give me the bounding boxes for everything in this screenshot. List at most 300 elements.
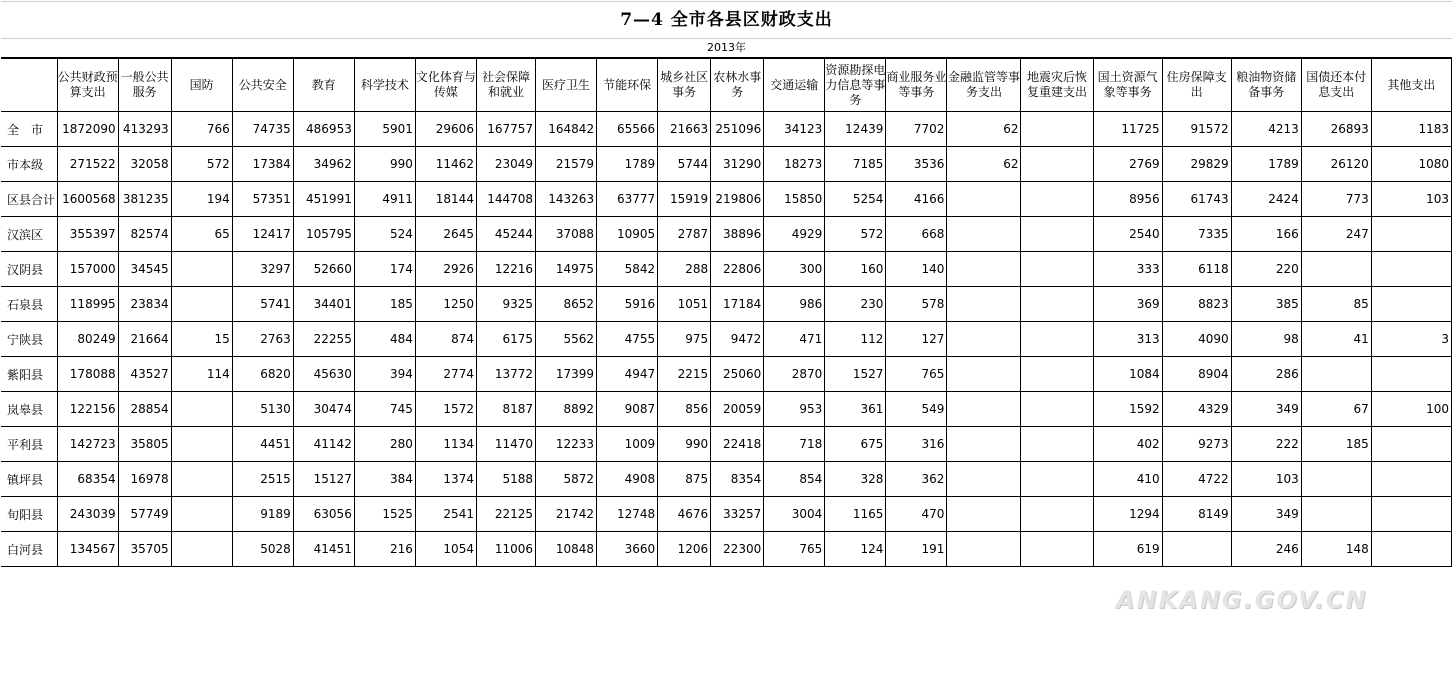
column-header: 公共财政预算支出 <box>57 59 118 112</box>
table-cell: 1084 <box>1093 357 1162 392</box>
table-cell: 148 <box>1301 532 1371 567</box>
table-cell: 4908 <box>597 462 658 497</box>
row-label: 全 市 <box>1 112 57 147</box>
table-cell: 12233 <box>536 427 597 462</box>
table-cell: 11462 <box>415 147 476 182</box>
table-cell: 578 <box>886 287 947 322</box>
table-row <box>1 217 1452 252</box>
row-label: 旬阳县 <box>1 497 57 532</box>
table-cell: 854 <box>764 462 825 497</box>
table-cell: 67 <box>1301 392 1371 427</box>
table-cell <box>1371 532 1451 567</box>
table-cell: 21579 <box>536 147 597 182</box>
table-cell: 23834 <box>118 287 171 322</box>
table-row <box>1 532 1452 567</box>
table-cell: 3536 <box>886 147 947 182</box>
column-header: 科学技术 <box>354 59 415 112</box>
table-cell: 1525 <box>354 497 415 532</box>
table-cell: 17399 <box>536 357 597 392</box>
year-label: 2013年 <box>1 39 1452 58</box>
table-cell: 29829 <box>1162 147 1231 182</box>
table-cell: 4451 <box>232 427 293 462</box>
table-row <box>1 322 1452 357</box>
table-cell: 9087 <box>597 392 658 427</box>
table-cell: 1527 <box>825 357 886 392</box>
table-cell: 484 <box>354 322 415 357</box>
table-cell: 2870 <box>764 357 825 392</box>
table-row <box>1 462 1452 497</box>
table-cell: 990 <box>354 147 415 182</box>
column-header: 城乡社区事务 <box>658 59 711 112</box>
table-cell <box>947 392 1021 427</box>
table-cell: 8187 <box>476 392 535 427</box>
table-cell: 82574 <box>118 217 171 252</box>
table-cell: 718 <box>764 427 825 462</box>
table-cell: 3660 <box>597 532 658 567</box>
table-cell <box>947 252 1021 287</box>
table-row <box>1 182 1452 217</box>
table-cell: 12216 <box>476 252 535 287</box>
table-row <box>1 392 1452 427</box>
table-cell <box>1371 252 1451 287</box>
table-cell: 1592 <box>1093 392 1162 427</box>
table-cell <box>1371 217 1451 252</box>
table-cell: 4213 <box>1231 112 1301 147</box>
table-cell: 247 <box>1301 217 1371 252</box>
table-cell: 1250 <box>415 287 476 322</box>
table-cell: 33257 <box>711 497 764 532</box>
table-cell: 38896 <box>711 217 764 252</box>
table-cell <box>947 497 1021 532</box>
table-cell: 34401 <box>293 287 354 322</box>
row-label: 汉滨区 <box>1 217 57 252</box>
table-cell: 385 <box>1231 287 1301 322</box>
table-cell: 134567 <box>57 532 118 567</box>
table-cell: 16978 <box>118 462 171 497</box>
column-header: 公共安全 <box>232 59 293 112</box>
table-cell: 3004 <box>764 497 825 532</box>
table-cell: 8354 <box>711 462 764 497</box>
table-cell: 15919 <box>658 182 711 217</box>
header-corner <box>1 59 57 112</box>
table-cell: 4090 <box>1162 322 1231 357</box>
table-cell: 8892 <box>536 392 597 427</box>
table-cell: 91572 <box>1162 112 1231 147</box>
table-cell: 1183 <box>1371 112 1451 147</box>
table-cell: 6175 <box>476 322 535 357</box>
table-cell: 41 <box>1301 322 1371 357</box>
table-cell: 103 <box>1231 462 1301 497</box>
table-cell: 5254 <box>825 182 886 217</box>
table-cell: 316 <box>886 427 947 462</box>
table-cell: 2787 <box>658 217 711 252</box>
table-cell: 9472 <box>711 322 764 357</box>
table-cell <box>1021 462 1093 497</box>
table-cell: 18273 <box>764 147 825 182</box>
table-cell: 2424 <box>1231 182 1301 217</box>
table-cell: 26120 <box>1301 147 1371 182</box>
table-cell <box>1021 427 1093 462</box>
row-label: 石泉县 <box>1 287 57 322</box>
table-cell: 118995 <box>57 287 118 322</box>
table-cell <box>1021 392 1093 427</box>
table-cell <box>1371 287 1451 322</box>
table-cell: 10905 <box>597 217 658 252</box>
table-cell: 12439 <box>825 112 886 147</box>
table-cell: 21742 <box>536 497 597 532</box>
table-cell: 98 <box>1231 322 1301 357</box>
table-cell: 572 <box>825 217 886 252</box>
table-row <box>1 427 1452 462</box>
table-cell: 1054 <box>415 532 476 567</box>
table-cell: 280 <box>354 427 415 462</box>
table-cell: 471 <box>764 322 825 357</box>
table-cell: 1009 <box>597 427 658 462</box>
table-cell: 355397 <box>57 217 118 252</box>
table-cell: 5842 <box>597 252 658 287</box>
table-cell <box>1021 112 1093 147</box>
table-cell: 975 <box>658 322 711 357</box>
table-row <box>1 112 1452 147</box>
table-cell: 11006 <box>476 532 535 567</box>
table-cell: 246 <box>1231 532 1301 567</box>
table-cell: 65 <box>171 217 232 252</box>
table-cell: 7335 <box>1162 217 1231 252</box>
table-cell: 2215 <box>658 357 711 392</box>
table-cell: 5028 <box>232 532 293 567</box>
table-cell: 4329 <box>1162 392 1231 427</box>
column-header: 其他支出 <box>1371 59 1451 112</box>
table-cell: 22125 <box>476 497 535 532</box>
table-cell: 74735 <box>232 112 293 147</box>
table-cell: 381235 <box>118 182 171 217</box>
table-cell: 124 <box>825 532 886 567</box>
column-header: 粮油物资储备事务 <box>1231 59 1301 112</box>
table-cell <box>947 287 1021 322</box>
table-cell: 402 <box>1093 427 1162 462</box>
table-cell: 185 <box>1301 427 1371 462</box>
column-header: 医疗卫生 <box>536 59 597 112</box>
table-cell: 10848 <box>536 532 597 567</box>
table-cell: 2926 <box>415 252 476 287</box>
table-cell: 1600568 <box>57 182 118 217</box>
table-cell: 2645 <box>415 217 476 252</box>
table-cell: 243039 <box>57 497 118 532</box>
table-cell: 17184 <box>711 287 764 322</box>
table-cell: 394 <box>354 357 415 392</box>
table-cell: 185 <box>354 287 415 322</box>
table-cell: 194 <box>171 182 232 217</box>
table-cell <box>171 392 232 427</box>
table-cell: 410 <box>1093 462 1162 497</box>
header-row <box>1 59 1452 112</box>
table-cell: 349 <box>1231 392 1301 427</box>
table-cell: 5744 <box>658 147 711 182</box>
table-cell: 112 <box>825 322 886 357</box>
table-cell: 34545 <box>118 252 171 287</box>
table-cell <box>1371 357 1451 392</box>
table-cell: 384 <box>354 462 415 497</box>
table-cell: 63056 <box>293 497 354 532</box>
table-cell: 63777 <box>597 182 658 217</box>
table-cell: 15850 <box>764 182 825 217</box>
table-cell: 157000 <box>57 252 118 287</box>
table-cell: 21663 <box>658 112 711 147</box>
table-cell: 4722 <box>1162 462 1231 497</box>
table-cell: 856 <box>658 392 711 427</box>
table-cell: 37088 <box>536 217 597 252</box>
table-cell <box>947 532 1021 567</box>
table-row <box>1 147 1452 182</box>
table-cell: 668 <box>886 217 947 252</box>
table-cell: 164842 <box>536 112 597 147</box>
table-cell: 222 <box>1231 427 1301 462</box>
table-cell: 22300 <box>711 532 764 567</box>
table-cell: 61743 <box>1162 182 1231 217</box>
table-cell <box>171 462 232 497</box>
table-cell: 362 <box>886 462 947 497</box>
table-cell: 8823 <box>1162 287 1231 322</box>
table-cell <box>947 357 1021 392</box>
table-cell: 5872 <box>536 462 597 497</box>
table-cell: 4911 <box>354 182 415 217</box>
table-cell: 143263 <box>536 182 597 217</box>
table-cell: 13772 <box>476 357 535 392</box>
table-cell <box>1021 147 1093 182</box>
column-header: 教育 <box>293 59 354 112</box>
table-cell: 12417 <box>232 217 293 252</box>
table-cell: 2763 <box>232 322 293 357</box>
table-cell: 142723 <box>57 427 118 462</box>
table-cell: 105795 <box>293 217 354 252</box>
table-row <box>1 252 1452 287</box>
table-cell <box>947 322 1021 357</box>
spreadsheet <box>1 1 1452 567</box>
table-cell: 874 <box>415 322 476 357</box>
table-cell: 32058 <box>118 147 171 182</box>
table-cell: 4755 <box>597 322 658 357</box>
table-cell <box>1021 357 1093 392</box>
table-cell: 160 <box>825 252 886 287</box>
table-body <box>1 112 1452 567</box>
table-cell: 191 <box>886 532 947 567</box>
table-cell: 5741 <box>232 287 293 322</box>
table-cell: 62 <box>947 112 1021 147</box>
table-cell <box>171 532 232 567</box>
table-cell: 41451 <box>293 532 354 567</box>
column-header: 金融监管等事务支出 <box>947 59 1021 112</box>
table-cell: 251096 <box>711 112 764 147</box>
table-cell: 549 <box>886 392 947 427</box>
table-cell: 31290 <box>711 147 764 182</box>
table-cell: 4676 <box>658 497 711 532</box>
table-cell: 619 <box>1093 532 1162 567</box>
table-cell: 127 <box>886 322 947 357</box>
table-cell <box>1371 497 1451 532</box>
table-cell <box>947 462 1021 497</box>
table-cell: 953 <box>764 392 825 427</box>
table-cell: 5188 <box>476 462 535 497</box>
table-cell: 773 <box>1301 182 1371 217</box>
table-cell: 1080 <box>1371 147 1451 182</box>
table-cell <box>1021 182 1093 217</box>
row-label: 区县合计 <box>1 182 57 217</box>
table-cell: 300 <box>764 252 825 287</box>
table-cell: 9325 <box>476 287 535 322</box>
row-label: 白河县 <box>1 532 57 567</box>
table-cell <box>171 287 232 322</box>
table-cell <box>1021 532 1093 567</box>
table-cell: 7702 <box>886 112 947 147</box>
table-cell: 333 <box>1093 252 1162 287</box>
table-cell: 80249 <box>57 322 118 357</box>
table-cell: 286 <box>1231 357 1301 392</box>
table-cell: 18144 <box>415 182 476 217</box>
table-cell: 11725 <box>1093 112 1162 147</box>
column-header: 文化体育与传媒 <box>415 59 476 112</box>
table-cell: 5562 <box>536 322 597 357</box>
table-cell: 4929 <box>764 217 825 252</box>
page-title: 7—4 全市各县区财政支出 <box>1 1 1452 39</box>
table-cell: 103 <box>1371 182 1451 217</box>
table-cell <box>1162 532 1231 567</box>
table-cell: 745 <box>354 392 415 427</box>
table-cell <box>1021 217 1093 252</box>
table-cell: 1206 <box>658 532 711 567</box>
table-cell: 23049 <box>476 147 535 182</box>
table-cell: 1165 <box>825 497 886 532</box>
table-cell: 68354 <box>57 462 118 497</box>
table-cell: 328 <box>825 462 886 497</box>
table-cell: 144708 <box>476 182 535 217</box>
table-cell: 9273 <box>1162 427 1231 462</box>
table-row <box>1 357 1452 392</box>
table-cell <box>171 427 232 462</box>
table-cell: 122156 <box>57 392 118 427</box>
table-cell: 100 <box>1371 392 1451 427</box>
table-cell: 26893 <box>1301 112 1371 147</box>
table-cell: 35805 <box>118 427 171 462</box>
table-cell <box>1301 462 1371 497</box>
table-cell: 5130 <box>232 392 293 427</box>
table-cell: 349 <box>1231 497 1301 532</box>
table-cell: 8652 <box>536 287 597 322</box>
table-cell: 1789 <box>1231 147 1301 182</box>
table-cell: 875 <box>658 462 711 497</box>
table-cell: 21664 <box>118 322 171 357</box>
table-cell: 1051 <box>658 287 711 322</box>
table-cell: 22255 <box>293 322 354 357</box>
table-cell <box>947 182 1021 217</box>
table-cell: 166 <box>1231 217 1301 252</box>
table-cell: 451991 <box>293 182 354 217</box>
table-cell: 8904 <box>1162 357 1231 392</box>
column-header: 商业服务业等事务 <box>886 59 947 112</box>
table-cell: 45244 <box>476 217 535 252</box>
row-label: 镇坪县 <box>1 462 57 497</box>
table-cell: 1134 <box>415 427 476 462</box>
table-cell: 22418 <box>711 427 764 462</box>
table-cell <box>171 497 232 532</box>
column-header: 国防 <box>171 59 232 112</box>
table-cell: 41142 <box>293 427 354 462</box>
table-cell: 28854 <box>118 392 171 427</box>
table-cell: 288 <box>658 252 711 287</box>
table-cell: 361 <box>825 392 886 427</box>
table-cell: 765 <box>886 357 947 392</box>
table-cell: 1294 <box>1093 497 1162 532</box>
row-label: 平利县 <box>1 427 57 462</box>
table-cell <box>1021 322 1093 357</box>
table-cell: 4166 <box>886 182 947 217</box>
table-cell: 1872090 <box>57 112 118 147</box>
row-label: 紫阳县 <box>1 357 57 392</box>
column-header: 社会保障和就业 <box>476 59 535 112</box>
table-cell: 2774 <box>415 357 476 392</box>
table-cell: 2769 <box>1093 147 1162 182</box>
table-cell: 220 <box>1231 252 1301 287</box>
table-cell: 1572 <box>415 392 476 427</box>
table-cell: 52660 <box>293 252 354 287</box>
table-cell: 15127 <box>293 462 354 497</box>
table-cell: 486953 <box>293 112 354 147</box>
table-cell: 313 <box>1093 322 1162 357</box>
table-cell: 45630 <box>293 357 354 392</box>
table-cell: 2540 <box>1093 217 1162 252</box>
table-cell: 766 <box>171 112 232 147</box>
table-cell: 8956 <box>1093 182 1162 217</box>
column-header: 资源勘探电力信息等事务 <box>825 59 886 112</box>
column-header: 农林水事务 <box>711 59 764 112</box>
table-cell: 219806 <box>711 182 764 217</box>
table-cell: 140 <box>886 252 947 287</box>
table-cell: 35705 <box>118 532 171 567</box>
table-cell: 470 <box>886 497 947 532</box>
table-cell <box>947 427 1021 462</box>
table-cell: 986 <box>764 287 825 322</box>
table-cell: 85 <box>1301 287 1371 322</box>
table-cell: 57351 <box>232 182 293 217</box>
column-header: 一般公共服务 <box>118 59 171 112</box>
column-header: 住房保障支出 <box>1162 59 1231 112</box>
table-cell: 2541 <box>415 497 476 532</box>
row-label: 汉阴县 <box>1 252 57 287</box>
column-header: 节能环保 <box>597 59 658 112</box>
table-cell: 413293 <box>118 112 171 147</box>
table-cell: 675 <box>825 427 886 462</box>
table-cell: 1374 <box>415 462 476 497</box>
table-cell: 369 <box>1093 287 1162 322</box>
table-cell: 11470 <box>476 427 535 462</box>
table-cell <box>1371 462 1451 497</box>
column-header: 地震灾后恢复重建支出 <box>1021 59 1093 112</box>
table-cell: 4947 <box>597 357 658 392</box>
table-cell: 62 <box>947 147 1021 182</box>
table-cell: 34123 <box>764 112 825 147</box>
table-cell: 524 <box>354 217 415 252</box>
table-cell: 65566 <box>597 112 658 147</box>
table-cell: 3297 <box>232 252 293 287</box>
table-cell: 34962 <box>293 147 354 182</box>
column-header: 国债还本付息支出 <box>1301 59 1371 112</box>
table-cell: 1789 <box>597 147 658 182</box>
table-cell <box>1301 497 1371 532</box>
table-cell: 2515 <box>232 462 293 497</box>
table-cell: 25060 <box>711 357 764 392</box>
row-label: 岚皋县 <box>1 392 57 427</box>
table-cell <box>1371 427 1451 462</box>
table-cell: 7185 <box>825 147 886 182</box>
